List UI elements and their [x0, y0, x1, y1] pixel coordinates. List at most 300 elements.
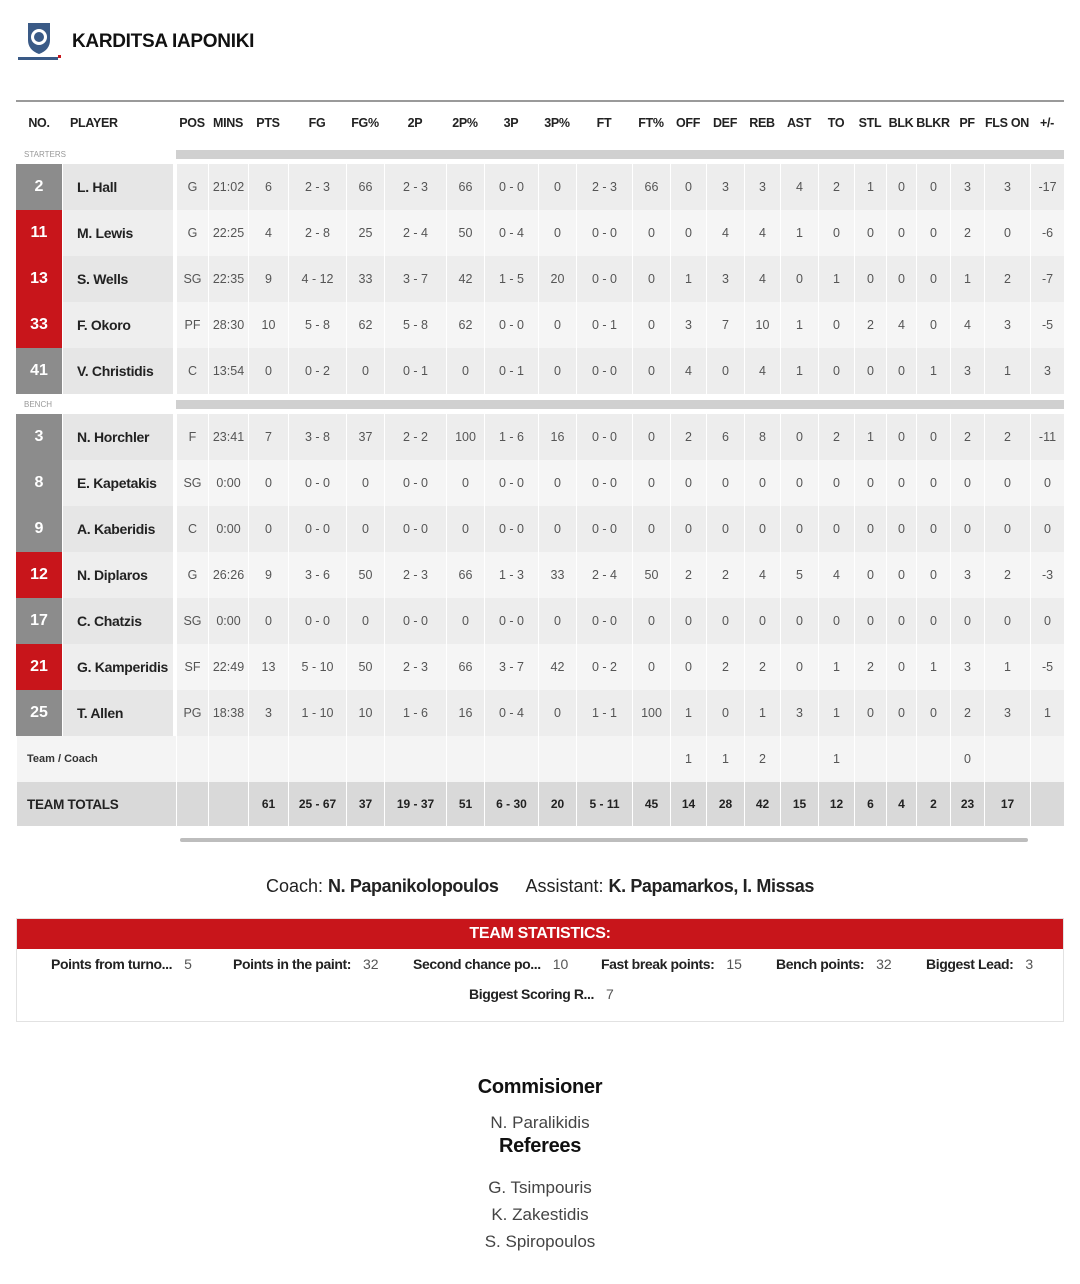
stat-item: Points from turno... 5 — [51, 956, 192, 972]
player-name[interactable]: A. Kaberidis — [62, 506, 176, 552]
player-row[interactable] — [16, 256, 1064, 302]
player-name[interactable]: T. Allen — [62, 690, 176, 736]
stat-cell-fg: 0 - 0 — [288, 598, 346, 644]
referee-name: K. Zakestidis — [491, 1205, 589, 1224]
column-header[interactable]: FLS ON — [984, 100, 1030, 144]
column-header[interactable]: 2P% — [446, 100, 484, 144]
referees-title: Referees — [498, 1135, 582, 1157]
stat-cell-fgp: 0 — [346, 506, 384, 552]
stat-cell-mins: 22:25 — [208, 210, 248, 256]
column-header[interactable]: NO. — [16, 100, 62, 144]
stat-cell-ftp: 100 — [632, 690, 670, 736]
player-row[interactable] — [16, 210, 1064, 256]
stat-cell-pos: PF — [176, 302, 208, 348]
stat-cell-pf: 3 — [950, 644, 984, 690]
stat-cell-fg: 5 - 8 — [288, 302, 346, 348]
stat-cell-off: 4 — [670, 348, 706, 394]
stat-cell-ft: 0 - 2 — [576, 644, 632, 690]
stat-cell-p3: 1 - 3 — [484, 552, 538, 598]
stat-cell-mins: 26:26 — [208, 552, 248, 598]
stat-cell-pm: 1 — [1030, 690, 1064, 736]
player-row[interactable] — [16, 302, 1064, 348]
stat-cell-off: 0 — [670, 644, 706, 690]
stat-cell-p3p: 33 — [538, 552, 576, 598]
player-name[interactable]: F. Okoro — [62, 302, 176, 348]
coach-label: Coach: — [265, 876, 323, 896]
stat-cell-flson: 3 — [984, 302, 1030, 348]
stat-cell-to: 1 — [818, 690, 854, 736]
stat-cell-blk: 0 — [886, 256, 916, 302]
column-header[interactable]: POS — [176, 100, 208, 144]
stat-cell-fg: 0 - 0 — [288, 506, 346, 552]
stat-cell-p2p: 16 — [446, 690, 484, 736]
stat-cell-mins: 0:00 — [208, 598, 248, 644]
stat-cell-blk: 0 — [886, 690, 916, 736]
stat-cell-fgp: 0 — [346, 348, 384, 394]
total-cell-blk: 4 — [886, 782, 916, 826]
stat-cell-p2: 0 - 1 — [384, 348, 446, 394]
jersey-number: 2 — [16, 164, 62, 210]
stat-cell-def: 2 — [706, 552, 744, 598]
stat-cell-to: 1 — [818, 644, 854, 690]
stat-cell-blk: 0 — [886, 598, 916, 644]
stat-cell-blkr: 1 — [916, 348, 950, 394]
total-cell-p2p: 51 — [446, 782, 484, 826]
stat-cell-pos: C — [176, 348, 208, 394]
jersey-number: 33 — [16, 302, 62, 348]
column-header[interactable]: MINS — [208, 100, 248, 144]
stat-cell-blk: 0 — [886, 552, 916, 598]
stat-cell-pm: 0 — [1030, 506, 1064, 552]
stat-cell-ftp: 0 — [632, 348, 670, 394]
stat-cell-off: 1 — [670, 256, 706, 302]
stat-cell-off: 0 — [670, 460, 706, 506]
column-header[interactable]: OFF — [670, 100, 706, 144]
stat-cell-mins: 0:00 — [208, 460, 248, 506]
player-name[interactable]: N. Horchler — [62, 414, 176, 460]
stat-cell-flson: 2 — [984, 414, 1030, 460]
stat-cell-blk: 0 — [886, 506, 916, 552]
stat-cell-p3p: 0 — [538, 598, 576, 644]
jersey-number: 13 — [16, 256, 62, 302]
commissioner-title: Commisioner — [477, 1076, 603, 1098]
stat-cell-p3p: 0 — [538, 690, 576, 736]
stat-cell-pos: G — [176, 552, 208, 598]
column-header[interactable]: FG — [288, 100, 346, 144]
stat-cell-blk: 0 — [886, 210, 916, 256]
player-row[interactable] — [16, 348, 1064, 394]
player-name[interactable]: N. Diplaros — [62, 552, 176, 598]
stat-cell-pts: 13 — [248, 644, 288, 690]
stat-cell-off: 0 — [670, 164, 706, 210]
stat-cell-reb: 4 — [744, 348, 780, 394]
player-row[interactable] — [16, 460, 1064, 506]
stat-cell-fgp: 0 — [346, 460, 384, 506]
stat-cell-off: 0 — [670, 210, 706, 256]
stat-cell-pts: 7 — [248, 414, 288, 460]
total-cell-pf: 23 — [950, 782, 984, 826]
stat-cell-stl: 2 — [854, 644, 886, 690]
stat-cell-fgp: 66 — [346, 164, 384, 210]
stat-cell-pts: 9 — [248, 256, 288, 302]
stat-cell-p3: 0 - 0 — [484, 598, 538, 644]
column-header[interactable]: PTS — [248, 100, 288, 144]
player-row[interactable] — [16, 506, 1064, 552]
stat-cell-ast: 0 — [780, 598, 818, 644]
stat-cell-ast: 0 — [780, 644, 818, 690]
player-name[interactable]: C. Chatzis — [62, 598, 176, 644]
officials — [0, 1076, 1080, 1255]
total-cell-pts: 61 — [248, 782, 288, 826]
stat-cell-blk: 0 — [886, 348, 916, 394]
player-row[interactable] — [16, 414, 1064, 460]
stat-cell-p3p: 42 — [538, 644, 576, 690]
stat-cell-p3: 0 - 0 — [484, 302, 538, 348]
stat-cell-pts: 3 — [248, 690, 288, 736]
stat-cell-mins: 0:00 — [208, 506, 248, 552]
column-header[interactable]: FG% — [346, 100, 384, 144]
assistant-label: Assistant: — [525, 876, 604, 896]
stat-cell-reb: 1 — [744, 690, 780, 736]
total-cell-p2: 19 - 37 — [384, 782, 446, 826]
column-header[interactable]: TO — [818, 100, 854, 144]
stat-cell-p2p: 0 — [446, 598, 484, 644]
jersey-number: 12 — [16, 552, 62, 598]
player-row[interactable] — [16, 598, 1064, 644]
stat-cell-p3p: 0 — [538, 348, 576, 394]
stat-cell-ft: 1 - 1 — [576, 690, 632, 736]
column-header[interactable]: PF — [950, 100, 984, 144]
stat-cell-p3p: 20 — [538, 256, 576, 302]
player-row[interactable] — [16, 552, 1064, 598]
column-header[interactable]: DEF — [706, 100, 744, 144]
stat-cell-blkr: 0 — [916, 256, 950, 302]
stat-cell-reb: 2 — [744, 644, 780, 690]
stat-cell-p2: 2 - 3 — [384, 164, 446, 210]
stat-cell-ftp: 50 — [632, 552, 670, 598]
player-row[interactable] — [16, 690, 1064, 736]
stat-cell-stl: 0 — [854, 210, 886, 256]
stat-cell-ast: 4 — [780, 164, 818, 210]
stat-cell-reb: 0 — [744, 598, 780, 644]
stat-cell-fg: 3 - 6 — [288, 552, 346, 598]
stat-cell-blk: 0 — [886, 460, 916, 506]
stat-cell-fg: 4 - 12 — [288, 256, 346, 302]
stat-cell-def: 0 — [706, 598, 744, 644]
column-header[interactable]: PLAYER — [62, 100, 176, 144]
stat-cell-p2p: 66 — [446, 164, 484, 210]
stat-cell-pts: 10 — [248, 302, 288, 348]
stat-cell-ast: 0 — [780, 506, 818, 552]
box-score-table — [16, 100, 1064, 826]
stat-cell-blk: 0 — [886, 644, 916, 690]
total-cell-ftp: 45 — [632, 782, 670, 826]
column-header[interactable]: FT% — [632, 100, 670, 144]
stat-cell-p2p: 0 — [446, 506, 484, 552]
stat-cell-pos: G — [176, 210, 208, 256]
stat-cell-ftp: 66 — [632, 164, 670, 210]
stat-cell-p3: 0 - 0 — [484, 460, 538, 506]
stat-cell-fgp: 10 — [346, 690, 384, 736]
player-name[interactable]: L. Hall — [62, 164, 176, 210]
stat-cell-ft: 0 - 0 — [576, 210, 632, 256]
stat-cell-ftp: 0 — [632, 256, 670, 302]
stat-cell-pf: 4 — [950, 302, 984, 348]
stat-cell-stl: 1 — [854, 414, 886, 460]
stat-cell-ftp: 0 — [632, 460, 670, 506]
stat-cell-p2p: 100 — [446, 414, 484, 460]
stat-cell-pts: 0 — [248, 506, 288, 552]
stat-cell-fg: 2 - 8 — [288, 210, 346, 256]
column-header[interactable]: 2P — [384, 100, 446, 144]
stat-cell-blkr: 0 — [916, 210, 950, 256]
stat-cell-pf: 3 — [950, 164, 984, 210]
player-name[interactable]: M. Lewis — [62, 210, 176, 256]
stat-cell-blkr: 0 — [916, 302, 950, 348]
stat-cell-flson: 0 — [984, 210, 1030, 256]
stat-cell-to: 0 — [818, 348, 854, 394]
stat-cell-ast: 1 — [780, 348, 818, 394]
coach-line — [0, 876, 1080, 897]
stat-cell-to: 2 — [818, 164, 854, 210]
stat-cell-blkr: 0 — [916, 690, 950, 736]
player-name[interactable]: E. Kapetakis — [62, 460, 176, 506]
stat-cell-off: 1 — [670, 690, 706, 736]
jersey-number: 8 — [16, 460, 62, 506]
total-cell-p3: 6 - 30 — [484, 782, 538, 826]
team-coach-label: Team / Coach — [16, 736, 176, 782]
stat-cell-reb: 3 — [744, 164, 780, 210]
stat-item: Bench points: 32 — [776, 956, 892, 972]
stat-cell-pf: 0 — [950, 460, 984, 506]
stat-cell-pts: 0 — [248, 348, 288, 394]
stat-cell-p2p: 0 — [446, 460, 484, 506]
box-score — [16, 100, 1064, 826]
stat-cell-stl: 0 — [854, 552, 886, 598]
stat-cell-pos: SF — [176, 644, 208, 690]
stat-cell-flson: 2 — [984, 552, 1030, 598]
stat-cell-mins — [208, 736, 248, 782]
stat-cell-ft: 0 - 0 — [576, 506, 632, 552]
stat-cell-to: 0 — [818, 460, 854, 506]
stat-cell-mins: 13:54 — [208, 348, 248, 394]
stat-cell-p2: 0 - 0 — [384, 506, 446, 552]
stat-cell-stl: 0 — [854, 690, 886, 736]
stat-cell-pos: SG — [176, 256, 208, 302]
stat-item: Second chance po... 10 — [413, 956, 569, 972]
stat-cell-to: 0 — [818, 506, 854, 552]
stat-cell-blkr: 0 — [916, 506, 950, 552]
stat-cell-blk — [886, 736, 916, 782]
stat-cell-blkr — [916, 736, 950, 782]
stat-cell-pf: 0 — [950, 598, 984, 644]
stat-cell-flson: 3 — [984, 690, 1030, 736]
stat-cell-p3: 1 - 5 — [484, 256, 538, 302]
stat-cell-stl: 0 — [854, 460, 886, 506]
stat-cell-ft — [576, 736, 632, 782]
stat-cell-p2: 0 - 0 — [384, 460, 446, 506]
stat-cell-def: 1 — [706, 736, 744, 782]
stat-cell-fg: 2 - 3 — [288, 164, 346, 210]
stat-cell-ast: 0 — [780, 414, 818, 460]
stat-cell-to: 0 — [818, 302, 854, 348]
stat-cell-fgp: 25 — [346, 210, 384, 256]
total-cell-def: 28 — [706, 782, 744, 826]
stat-cell-fgp: 33 — [346, 256, 384, 302]
stat-cell-ast — [780, 736, 818, 782]
stat-cell-to: 1 — [818, 256, 854, 302]
stat-cell-p3p: 0 — [538, 164, 576, 210]
stat-cell-p2: 1 - 6 — [384, 690, 446, 736]
header-row — [16, 100, 1064, 144]
stat-cell-flson: 3 — [984, 164, 1030, 210]
stat-cell-fg: 1 - 10 — [288, 690, 346, 736]
column-header[interactable]: BLK — [886, 100, 916, 144]
jersey-number: 25 — [16, 690, 62, 736]
team-totals-label: TEAM TOTALS — [16, 782, 176, 826]
total-cell-reb: 42 — [744, 782, 780, 826]
stat-cell-pts: 0 — [248, 460, 288, 506]
player-name[interactable]: G. Kamperidis — [62, 644, 176, 690]
stat-cell-pos: C — [176, 506, 208, 552]
section-label: BENCH — [16, 394, 176, 414]
stat-cell-ast: 1 — [780, 210, 818, 256]
column-header[interactable]: STL — [854, 100, 886, 144]
stat-cell-stl: 1 — [854, 164, 886, 210]
stat-cell-pm: 0 — [1030, 598, 1064, 644]
jersey-number: 17 — [16, 598, 62, 644]
stat-cell-pf: 2 — [950, 210, 984, 256]
player-name[interactable]: S. Wells — [62, 256, 176, 302]
stat-cell-p2: 3 - 7 — [384, 256, 446, 302]
stat-item: Fast break points: 15 — [601, 956, 742, 972]
stat-cell-fg: 0 - 0 — [288, 460, 346, 506]
stat-cell-stl — [854, 736, 886, 782]
stat-cell-p3p: 0 — [538, 302, 576, 348]
total-cell-flson: 17 — [984, 782, 1030, 826]
total-cell-p3p: 20 — [538, 782, 576, 826]
referee-name: S. Spiropoulos — [484, 1232, 596, 1251]
stat-cell-flson: 0 — [984, 460, 1030, 506]
stat-cell-pf: 1 — [950, 256, 984, 302]
stat-cell-fg: 5 - 10 — [288, 644, 346, 690]
stat-cell-p3: 0 - 0 — [484, 164, 538, 210]
stat-item: Biggest Scoring R... 7 — [469, 986, 614, 1002]
stat-cell-p3: 0 - 4 — [484, 210, 538, 256]
stat-cell-ftp: 0 — [632, 506, 670, 552]
total-cell-fgp: 37 — [346, 782, 384, 826]
stat-cell-pm: -5 — [1030, 644, 1064, 690]
stat-cell-ftp: 0 — [632, 414, 670, 460]
stat-cell-mins: 18:38 — [208, 690, 248, 736]
stat-cell-mins: 23:41 — [208, 414, 248, 460]
column-header[interactable]: BLKR — [916, 100, 950, 144]
stat-cell-blkr: 1 — [916, 644, 950, 690]
total-cell-stl: 6 — [854, 782, 886, 826]
stat-cell-flson: 0 — [984, 598, 1030, 644]
stat-cell-fgp: 37 — [346, 414, 384, 460]
stat-cell-pts: 0 — [248, 598, 288, 644]
stat-cell-reb: 2 — [744, 736, 780, 782]
total-cell-ast: 15 — [780, 782, 818, 826]
stat-cell-mins: 28:30 — [208, 302, 248, 348]
stat-cell-to: 1 — [818, 736, 854, 782]
stat-cell-stl: 0 — [854, 598, 886, 644]
stat-cell-reb: 0 — [744, 460, 780, 506]
stat-cell-pf: 3 — [950, 552, 984, 598]
stat-cell-pts — [248, 736, 288, 782]
stat-cell-ft: 0 - 0 — [576, 414, 632, 460]
stat-cell-blk: 0 — [886, 164, 916, 210]
column-header[interactable]: 3P% — [538, 100, 576, 144]
assistant-names: K. Papamarkos, I. Missas — [608, 876, 815, 896]
horizontal-scrollbar[interactable] — [180, 838, 1028, 842]
stat-cell-pf: 2 — [950, 414, 984, 460]
stat-cell-def: 3 — [706, 256, 744, 302]
jersey-number: 11 — [16, 210, 62, 256]
stat-cell-ft: 0 - 0 — [576, 256, 632, 302]
stat-cell-pf: 3 — [950, 348, 984, 394]
stat-cell-blkr: 0 — [916, 460, 950, 506]
stat-item: Points in the paint: 32 — [233, 956, 379, 972]
stat-cell-to: 0 — [818, 210, 854, 256]
stat-cell-def: 3 — [706, 164, 744, 210]
stat-cell-blkr: 0 — [916, 552, 950, 598]
team-totals-row — [16, 782, 1064, 826]
column-header[interactable]: REB — [744, 100, 780, 144]
stat-cell-blk: 0 — [886, 414, 916, 460]
stat-cell-pts: 9 — [248, 552, 288, 598]
stat-cell-stl: 0 — [854, 348, 886, 394]
section-divider — [16, 394, 1064, 414]
jersey-number: 3 — [16, 414, 62, 460]
stat-cell-def: 0 — [706, 506, 744, 552]
stat-cell-reb: 8 — [744, 414, 780, 460]
column-header[interactable]: FT — [576, 100, 632, 144]
stat-cell-mins: 22:35 — [208, 256, 248, 302]
stat-cell-pm: 0 — [1030, 460, 1064, 506]
stat-cell-p2p: 66 — [446, 644, 484, 690]
player-row[interactable] — [16, 644, 1064, 690]
player-row[interactable] — [16, 164, 1064, 210]
total-cell-pm — [1030, 782, 1064, 826]
commissioner-name: N. Paralikidis — [490, 1113, 590, 1132]
stat-cell-fg: 0 - 2 — [288, 348, 346, 394]
stat-cell-reb: 4 — [744, 552, 780, 598]
stat-cell-p2: 2 - 2 — [384, 414, 446, 460]
stat-cell-p2: 2 - 3 — [384, 552, 446, 598]
total-cell-blkr: 2 — [916, 782, 950, 826]
column-header[interactable]: 3P — [484, 100, 538, 144]
stat-cell-to: 2 — [818, 414, 854, 460]
player-name[interactable]: V. Christidis — [62, 348, 176, 394]
coach-name: N. Papanikolopoulos — [328, 876, 499, 896]
stat-cell-def: 7 — [706, 302, 744, 348]
stat-cell-off: 2 — [670, 414, 706, 460]
total-cell-pos — [176, 782, 208, 826]
stat-cell-off: 3 — [670, 302, 706, 348]
column-header[interactable]: AST — [780, 100, 818, 144]
total-cell-ft: 5 - 11 — [576, 782, 632, 826]
stat-cell-flson: 2 — [984, 256, 1030, 302]
stat-cell-def: 0 — [706, 348, 744, 394]
column-header[interactable]: +/- — [1030, 100, 1064, 144]
stat-cell-p3p: 0 — [538, 210, 576, 256]
stat-cell-pm: -11 — [1030, 414, 1064, 460]
stat-cell-def: 2 — [706, 644, 744, 690]
stat-cell-mins: 21:02 — [208, 164, 248, 210]
stat-cell-mins: 22:49 — [208, 644, 248, 690]
